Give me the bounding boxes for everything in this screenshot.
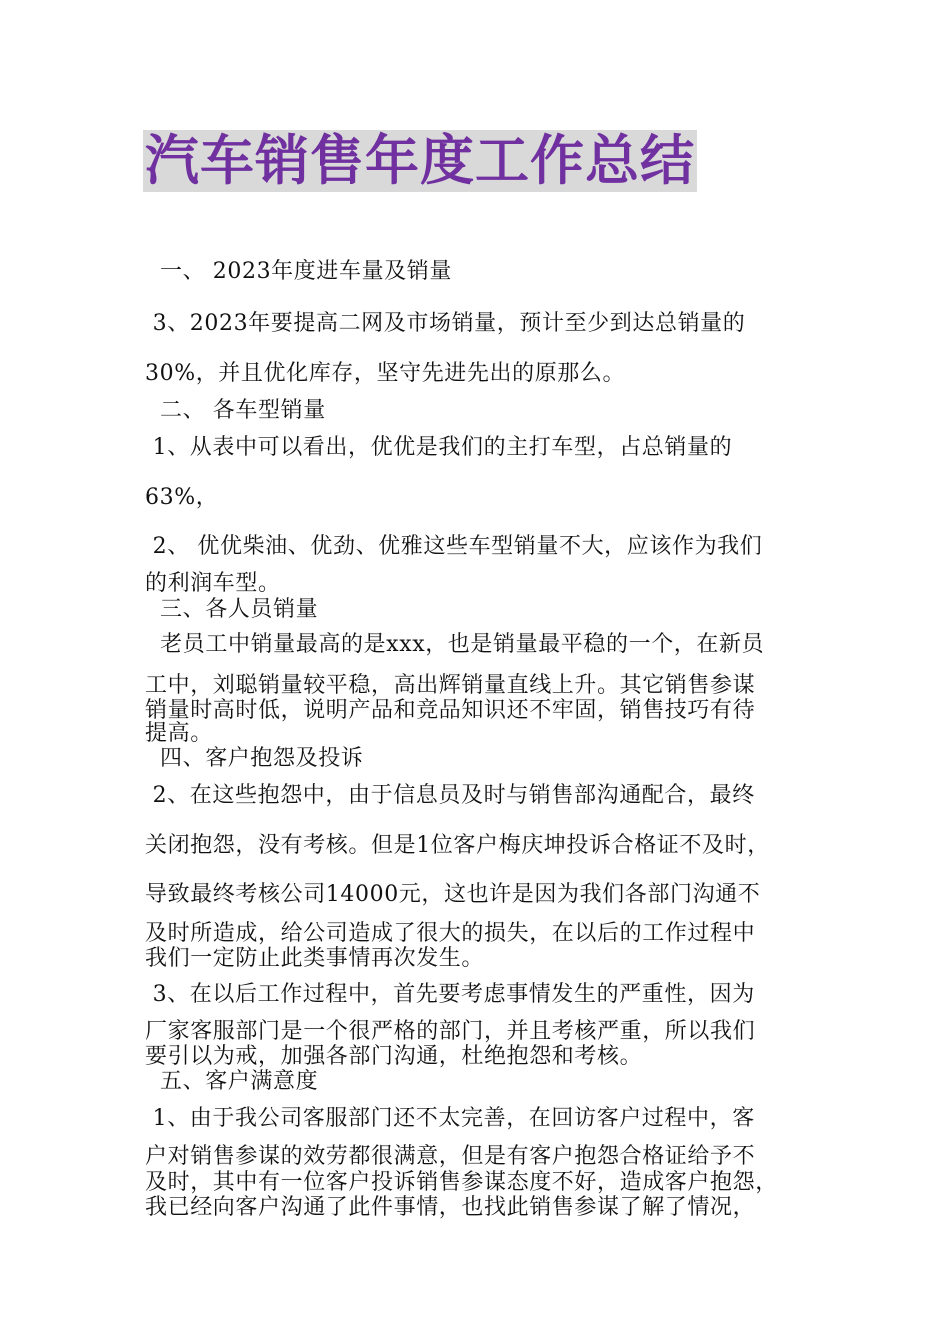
paragraph-line: 厂家客服部门是一个很严格的部门，并且考核严重，所以我们 xyxy=(145,1019,756,1044)
paragraph-line: 30%，并且优化库存，坚守先进先出的原那么。 xyxy=(145,361,626,386)
paragraph-line: 销量时高时低，说明产品和竞品知识还不牢固，销售技巧有待 xyxy=(145,698,756,723)
paragraph-line: 3、在以后工作过程中，首先要考虑事情发生的严重性，因为 xyxy=(145,982,755,1007)
section-heading: 五、客户满意度 xyxy=(160,1069,319,1094)
paragraph-line: 1、从表中可以看出，优优是我们的主打车型，占总销量的 xyxy=(145,435,733,460)
paragraph-line: 1、由于我公司客服部门还不太完善，在回访客户过程中，客 xyxy=(145,1106,755,1131)
paragraph-line: 3、2023年要提高二网及市场销量，预计至少到达总销量的 xyxy=(145,311,746,336)
paragraph-line: 63%， xyxy=(145,485,219,510)
paragraph-line: 老员工中销量最高的是xxx，也是销量最平稳的一个，在新员 xyxy=(145,632,765,657)
paragraph-line: 我们一定防止此类事情再次发生。 xyxy=(145,946,485,971)
paragraph-line: 及时所造成，给公司造成了很大的损失，在以后的工作过程中 xyxy=(145,921,756,946)
section-heading: 一、 2023年度进车量及销量 xyxy=(160,259,452,284)
paragraph-line: 我已经向客户沟通了此件事情，也找此销售参谋了解了情况， xyxy=(145,1195,756,1220)
paragraph-line: 要引以为戒，加强各部门沟通，杜绝抱怨和考核。 xyxy=(145,1044,643,1069)
document-title: 汽车销售年度工作总结 xyxy=(145,129,695,192)
section-heading: 四、客户抱怨及投诉 xyxy=(160,746,364,771)
paragraph-line: 的利润车型。 xyxy=(145,571,281,596)
section-heading: 二、 各车型销量 xyxy=(160,398,326,423)
section-heading: 三、各人员销量 xyxy=(160,597,319,622)
paragraph-line: 2、在这些抱怨中，由于信息员及时与销售部沟通配合，最终 xyxy=(145,783,755,808)
paragraph-line: 户对销售参谋的效劳都很满意，但是有客户抱怨合格证给予不 xyxy=(145,1144,756,1169)
paragraph-line: 及时，其中有一位客户投诉销售参谋态度不好，造成客户抱怨， xyxy=(145,1170,778,1195)
paragraph-line: 工中，刘聪销量较平稳，高出辉销量直线上升。其它销售参谋 xyxy=(145,673,756,698)
paragraph-line: 关闭抱怨，没有考核。但是1位客户梅庆坤投诉合格证不及时， xyxy=(145,833,770,858)
paragraph-line: 提高。 xyxy=(145,721,213,746)
paragraph-line: 2、 优优柴油、优劲、优雅这些车型销量不大，应该作为我们 xyxy=(145,534,763,559)
paragraph-line: 导致最终考核公司14000元，这也许是因为我们各部门沟通不 xyxy=(145,882,761,907)
